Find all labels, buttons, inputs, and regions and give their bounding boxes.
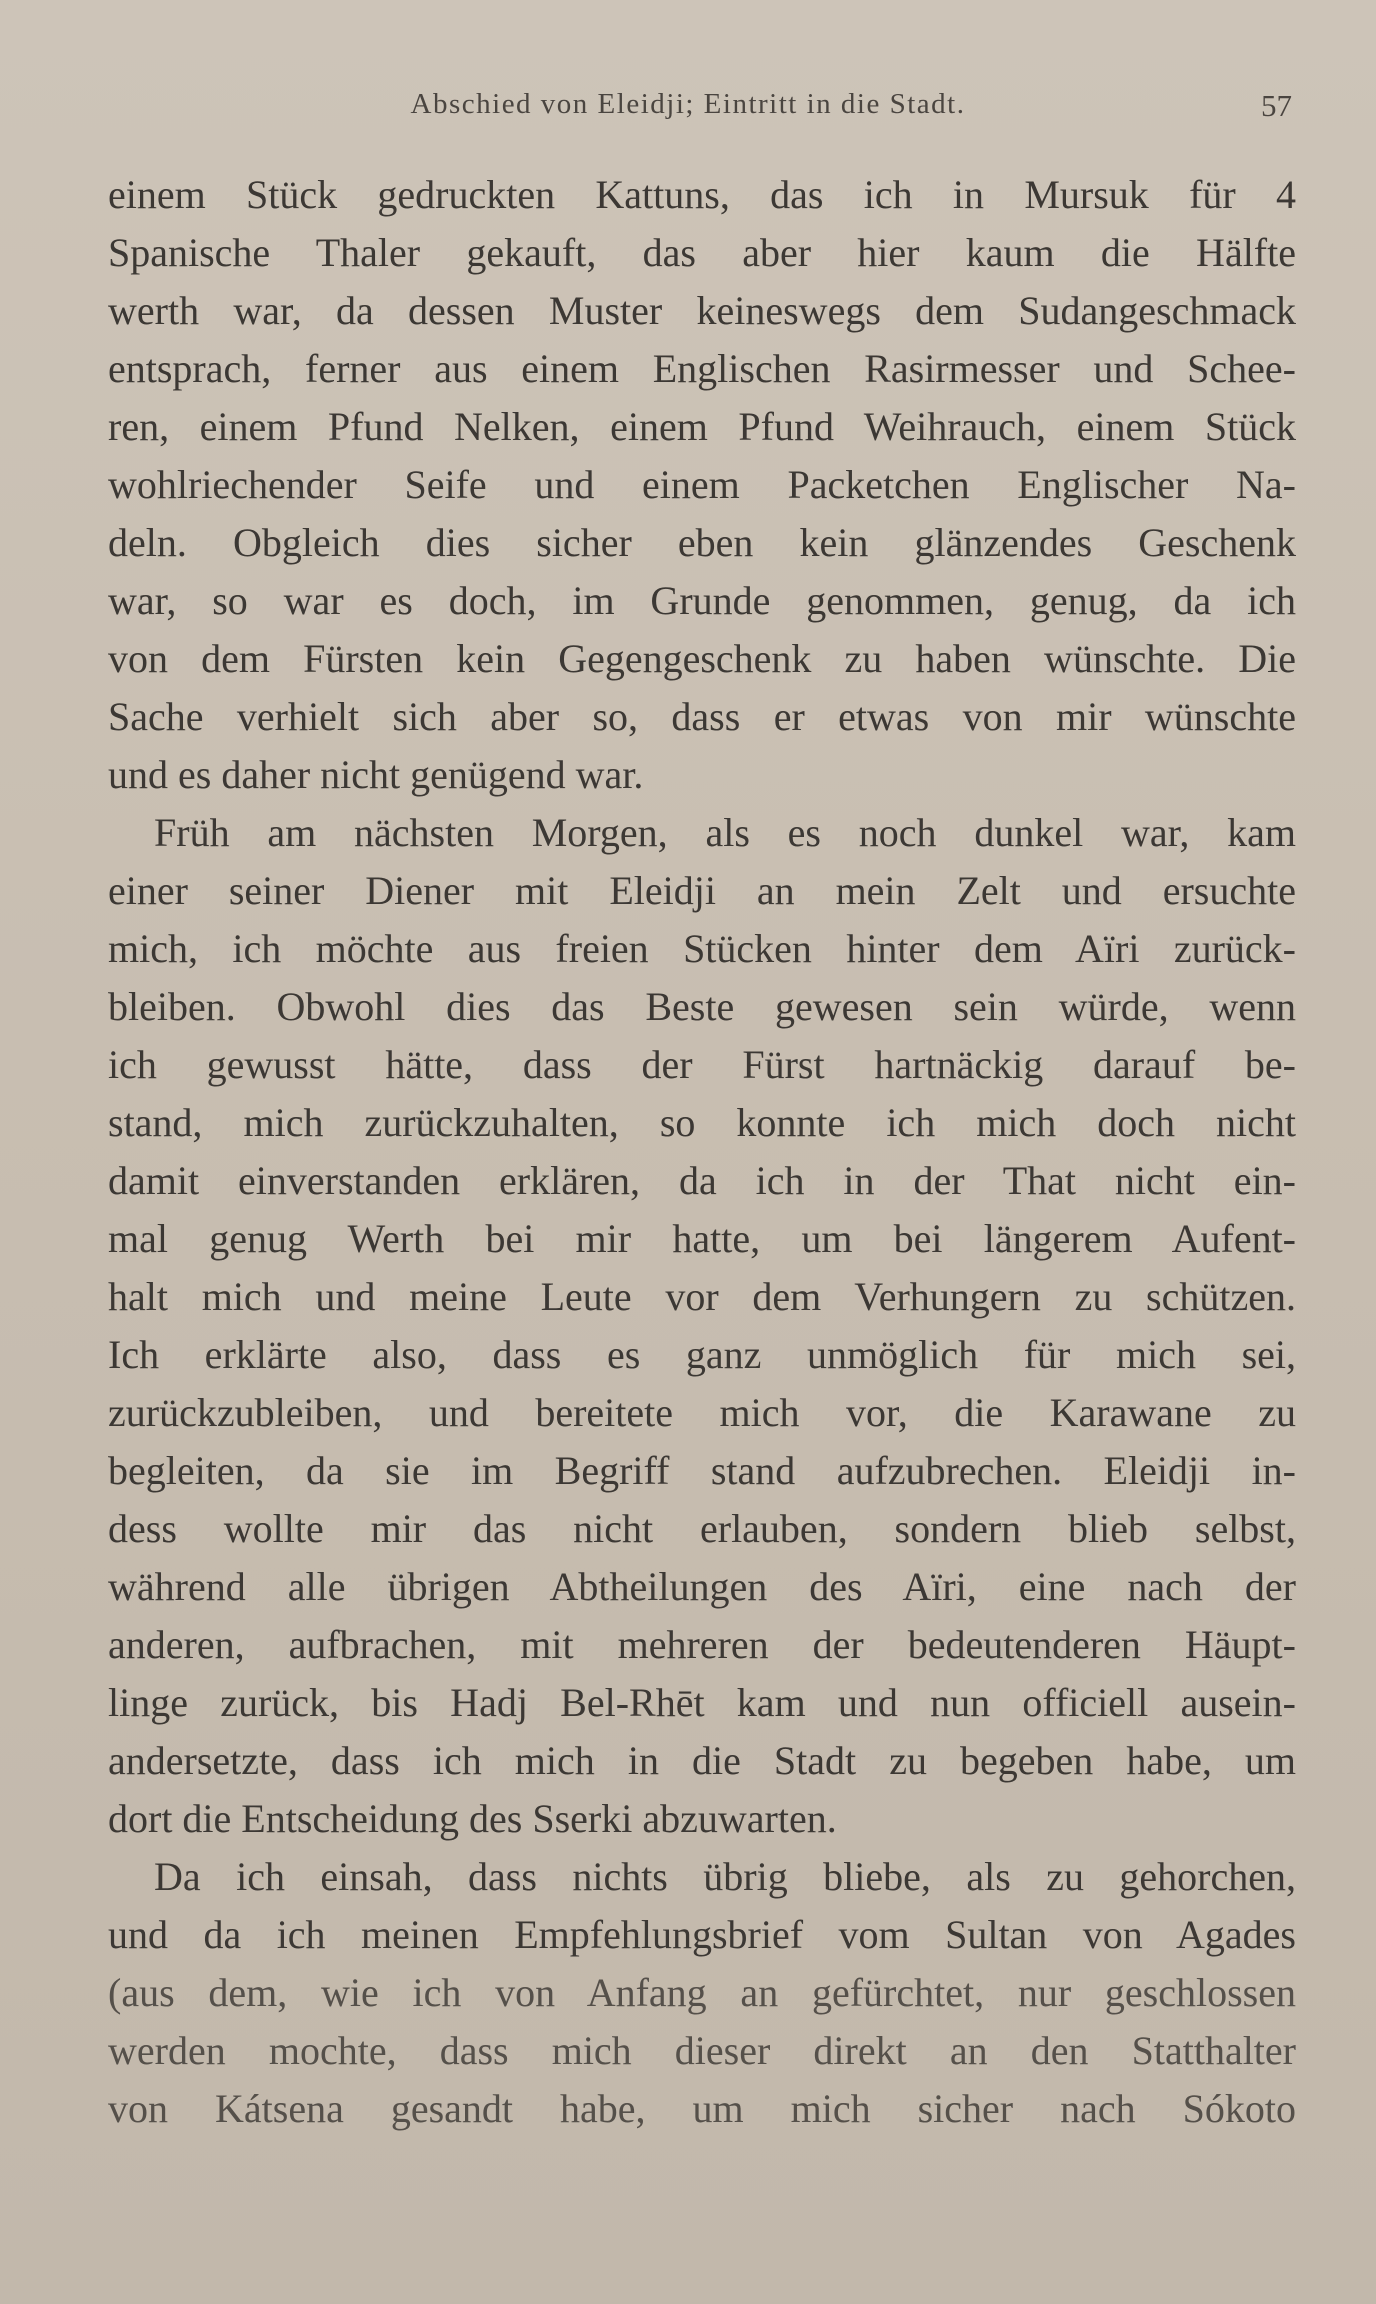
paragraph-first-line: Früh am nächsten Morgen, als es noch dunkel war, kam (154, 810, 1296, 855)
text-line: von dem Fürsten kein Gegengeschenk zu haben wünschte. Die (108, 636, 1296, 681)
text-line: war, so war es doch, im Grunde genommen, genug, da ich (108, 578, 1296, 623)
text-line: ren, einem Pfund Nelken, einem Pfund Weihrauch, einem Stück (108, 404, 1296, 449)
text-line: linge zurück, bis Hadj Bel-Rhēt kam und nun officiell ausein- (108, 1680, 1296, 1725)
text-line: Ich erklärte also, dass es ganz unmöglich für mich sei, (108, 1332, 1296, 1377)
text-line: begleiten, da sie im Begriff stand aufzubrechen. Eleidji in- (108, 1448, 1296, 1493)
text-line: bleiben. Obwohl dies das Beste gewesen sein würde, wenn (108, 984, 1296, 1029)
text-line: (aus dem, wie ich von Anfang an gefürchtet, nur geschlossen (108, 1970, 1296, 2015)
text-line: und da ich meinen Empfehlungsbrief vom Sultan von Agades (108, 1912, 1296, 1957)
text-line: einer seiner Diener mit Eleidji an mein Zelt und ersuchte (108, 868, 1296, 913)
text-line: ich gewusst hätte, dass der Fürst hartnäckig darauf be- (108, 1042, 1296, 1087)
text-line: wohlriechender Seife und einem Packetchen Englischer Na- (108, 462, 1296, 507)
text-line: entsprach, ferner aus einem Englischen Rasirmesser und Schee- (108, 346, 1296, 391)
text-line: mich, ich möchte aus freien Stücken hinter dem Aïri zurück- (108, 926, 1296, 971)
text-line: zurückzubleiben, und bereitete mich vor, die Karawane zu (108, 1390, 1296, 1435)
text-line: andersetzte, dass ich mich in die Stadt zu begeben habe, um (108, 1738, 1296, 1783)
text-line: werth war, da dessen Muster keineswegs dem Sudangeschmack (108, 288, 1296, 333)
running-header (0, 88, 1376, 128)
text-line: einem Stück gedruckten Kattuns, das ich in Mursuk für 4 (108, 172, 1296, 217)
text-line: halt mich und meine Leute vor dem Verhungern zu schützen. (108, 1274, 1296, 1319)
text-line: werden mochte, dass mich dieser direkt an den Statthalter (108, 2028, 1296, 2073)
text-line: von Kátsena gesandt habe, um mich sicher nach Sókoto (108, 2086, 1296, 2131)
paragraph-last-line: dort die Entscheidung des Sserki abzuwarten. (108, 1796, 837, 1841)
page-number: 57 (1261, 88, 1292, 123)
text-line: damit einverstanden erklären, da ich in der That nicht ein- (108, 1158, 1296, 1203)
running-title: Abschied von Eleidji; Eintritt in die Stadt. (410, 88, 966, 120)
text-line: dess wollte mir das nicht erlauben, sondern blieb selbst, (108, 1506, 1296, 1551)
paragraph-last-line: und es daher nicht genügend war. (108, 752, 644, 797)
text-line: anderen, aufbrachen, mit mehreren der bedeutenderen Häupt- (108, 1622, 1296, 1667)
text-line: während alle übrigen Abtheilungen des Aïri, eine nach der (108, 1564, 1296, 1609)
text-line: stand, mich zurückzuhalten, so konnte ich mich doch nicht (108, 1100, 1296, 1145)
text-line: Sache verhielt sich aber so, dass er etwas von mir wünschte (108, 694, 1296, 739)
text-line: mal genug Werth bei mir hatte, um bei längerem Aufent- (108, 1216, 1296, 1261)
paragraph-first-line: Da ich einsah, dass nichts übrig bliebe, als zu gehorchen, (154, 1854, 1296, 1899)
text-line: Spanische Thaler gekauft, das aber hier kaum die Hälfte (108, 230, 1296, 275)
body-text (108, 166, 1296, 2138)
text-line: deln. Obgleich dies sicher eben kein glänzendes Geschenk (108, 520, 1296, 565)
